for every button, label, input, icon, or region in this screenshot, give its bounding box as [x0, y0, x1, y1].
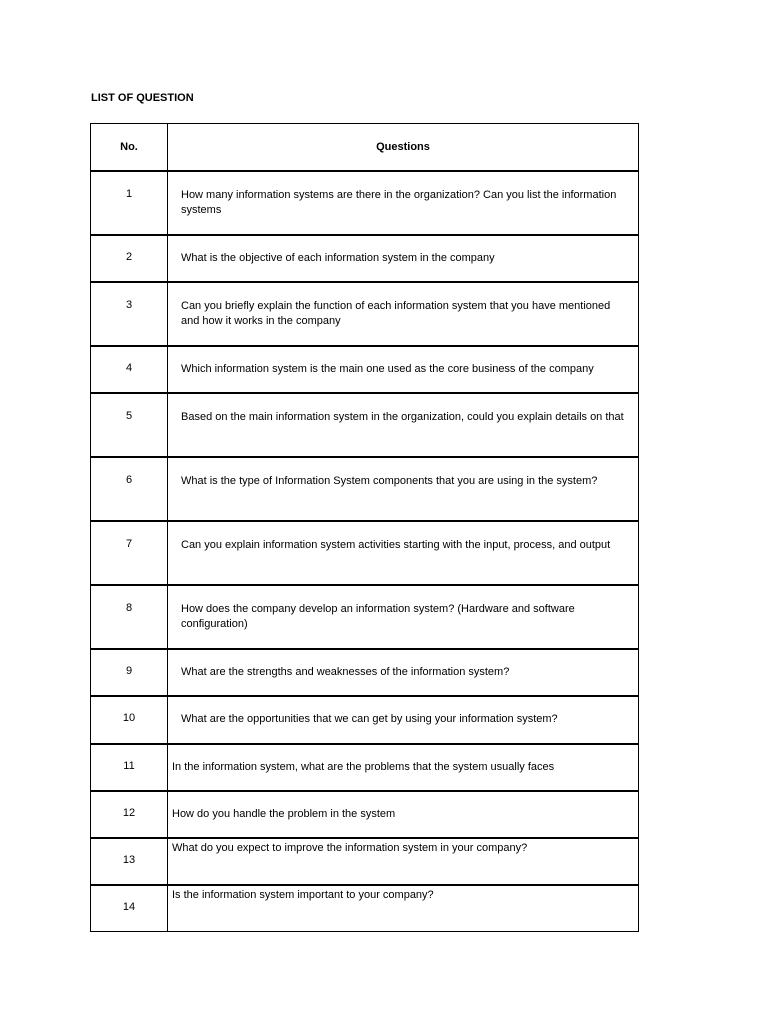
table-row: [91, 885, 639, 932]
question-cell: [168, 696, 639, 744]
row-number-cell: [91, 585, 168, 649]
question-text: Is the information system important to your company?: [172, 889, 434, 901]
question-text: Based on the main information system in the organization, could you explain details on that: [181, 411, 624, 423]
row-number: 9: [125, 665, 133, 677]
table-row: [91, 171, 639, 235]
question-text: What are the opportunities that we can get by using your information system?: [181, 713, 558, 725]
row-number-cell: [91, 393, 168, 457]
header-no: No.: [91, 124, 168, 172]
row-number-cell: [91, 282, 168, 346]
row-number-cell: [91, 235, 168, 282]
question-cell: [168, 585, 639, 649]
row-number: 2: [125, 251, 133, 263]
row-number-cell: [91, 696, 168, 744]
table-row: [91, 585, 639, 649]
question-text: What is the objective of each information system in the company: [181, 252, 495, 264]
row-number: 6: [125, 474, 133, 486]
question-text: In the information system, what are the problems that the system usually faces: [172, 761, 555, 773]
row-number: 14: [122, 901, 136, 913]
row-number-cell: [91, 457, 168, 521]
table-row: [91, 521, 639, 585]
question-cell: [168, 393, 639, 457]
question-cell: [168, 282, 639, 346]
question-text: How do you handle the problem in the system: [172, 808, 396, 820]
question-text: What are the strengths and weaknesses of the information system?: [181, 666, 510, 678]
row-number: 12: [122, 807, 136, 819]
row-number: 3: [125, 299, 133, 311]
question-cell: [168, 346, 639, 393]
question-text: How does the company develop an information system? (Hardware and software configuration): [181, 603, 575, 630]
header-questions: Questions: [168, 124, 639, 172]
table-row: [91, 457, 639, 521]
row-number-cell: [91, 838, 168, 885]
question-text: Can you explain information system activities starting with the input, process, and output: [181, 539, 611, 551]
row-number-cell: [91, 171, 168, 235]
table-row: [91, 791, 639, 838]
question-cell: [168, 171, 639, 235]
question-cell: [168, 791, 639, 838]
question-cell: [168, 649, 639, 696]
row-number-cell: [91, 885, 168, 932]
table-row: [91, 282, 639, 346]
question-text: How many information systems are there in the organization? Can you list the information systems: [181, 189, 617, 216]
table-row: [91, 696, 639, 744]
page-title: LIST OF QUESTION: [91, 92, 194, 104]
row-number: 13: [122, 854, 136, 866]
table-header-row: [91, 124, 639, 172]
table-row: [91, 744, 639, 791]
row-number: 1: [125, 188, 133, 200]
question-text: What is the type of Information System components that you are using in the system?: [181, 475, 598, 487]
question-cell: [168, 838, 639, 885]
table-row: [91, 393, 639, 457]
row-number-cell: [91, 346, 168, 393]
row-number: 11: [123, 760, 135, 772]
table-row: [91, 346, 639, 393]
row-number-cell: [91, 649, 168, 696]
questions-table: [90, 123, 639, 932]
table-row: [91, 838, 639, 885]
question-text: Which information system is the main one used as the core business of the company: [181, 363, 594, 375]
question-text: What do you expect to improve the information system in your company?: [172, 842, 528, 854]
question-cell: [168, 521, 639, 585]
row-number: 10: [122, 712, 136, 724]
question-cell: [168, 744, 639, 791]
question-cell: [168, 885, 639, 932]
row-number: 7: [125, 538, 133, 550]
row-number-cell: [91, 521, 168, 585]
row-number-cell: [91, 791, 168, 838]
question-cell: [168, 235, 639, 282]
question-text: Can you briefly explain the function of each information system that you have mentioned and how it works in the company: [181, 300, 611, 327]
table-row: [91, 649, 639, 696]
row-number-cell: [91, 744, 168, 791]
row-number: 8: [125, 602, 133, 614]
question-cell: [168, 457, 639, 521]
row-number: 4: [125, 362, 133, 374]
row-number: 5: [125, 410, 133, 422]
table-row: [91, 235, 639, 282]
